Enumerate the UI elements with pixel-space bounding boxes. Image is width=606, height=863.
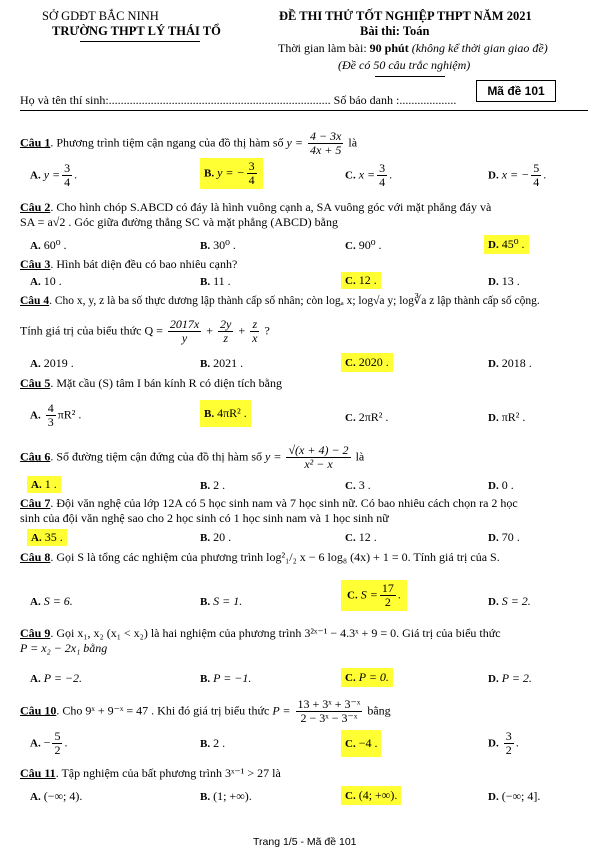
fraction-denominator: 4 <box>533 175 540 189</box>
option-label: C. <box>345 738 356 750</box>
q2-option-a[interactable] <box>30 238 67 253</box>
option-lhs: − <box>43 735 51 750</box>
question-8 <box>20 550 592 565</box>
option-text: πR² . <box>501 410 526 424</box>
term-3-fraction <box>250 318 259 345</box>
question-number: Câu 4 <box>20 295 50 307</box>
option-fraction <box>52 730 62 757</box>
question-text: . Hình bát diện đều có bao nhiêu cạnh? <box>50 257 238 271</box>
question-text: . Phương trình tiệm cận ngang của đồ thị hàm số <box>50 135 287 150</box>
option-text: 0 . <box>501 478 514 492</box>
q1-option-c[interactable] <box>345 162 392 189</box>
fraction-denominator: 2 <box>380 595 396 609</box>
time-note: (không kể thời gian giao đề) <box>408 41 548 55</box>
option-text: 2020 . <box>358 355 389 369</box>
q9-option-d[interactable] <box>488 671 532 686</box>
q5-option-a[interactable] <box>30 402 81 429</box>
option-label: C. <box>345 240 356 252</box>
q6-option-c[interactable] <box>345 478 371 493</box>
header-bottom-rule <box>20 110 588 111</box>
option-label: A. <box>30 596 41 608</box>
q6-option-d[interactable] <box>488 478 514 493</box>
option-end: . <box>389 167 393 182</box>
expression-end: ? <box>261 323 270 338</box>
option-label: C. <box>345 480 356 492</box>
department-name: SỞ GDĐT BẮC NINH <box>42 9 159 23</box>
fraction-numerator: 2017x <box>169 317 200 331</box>
fraction-denominator: x <box>252 331 258 345</box>
option-text: P = 0. <box>358 670 389 684</box>
q7-option-a[interactable] <box>27 529 67 546</box>
option-text: (−∞; 4). <box>43 789 83 803</box>
question-2 <box>20 200 592 230</box>
option-lhs: y = − <box>217 165 245 180</box>
option-label: A. <box>31 532 42 544</box>
q5-option-c[interactable] <box>345 410 388 425</box>
option-fraction <box>247 160 257 187</box>
q3-option-c[interactable] <box>341 272 381 289</box>
q3-option-d[interactable] <box>488 274 520 289</box>
header-divider-right <box>375 76 445 77</box>
option-label: C. <box>345 672 356 684</box>
q11-option-b[interactable] <box>200 789 252 804</box>
fraction-numerator: 3 <box>64 161 71 175</box>
q1-option-a[interactable] <box>30 162 77 189</box>
option-text: 1 . <box>44 477 57 491</box>
option-label: C. <box>345 532 356 544</box>
option-fraction <box>62 162 72 189</box>
q5-option-b[interactable] <box>200 400 251 427</box>
option-label: C. <box>345 169 356 182</box>
question-text-line1: . Cho x, y, z là ba số thực dương lập thành cấp số nhân; còn logₐ x; log√a y; log∛a z lập thành cấp số cộng. <box>49 295 540 307</box>
exam-subject: Bài thi: Toán <box>360 24 430 38</box>
option-text: 2019 . <box>43 356 74 370</box>
question-3 <box>20 257 592 272</box>
option-text: 3 . <box>358 478 371 492</box>
option-label: D. <box>488 480 499 492</box>
question-tail: là <box>345 135 358 150</box>
q10-option-c[interactable] <box>341 730 381 757</box>
q11-option-d[interactable] <box>488 789 540 804</box>
option-lhs: S = <box>360 587 378 602</box>
option-text: 12 . <box>358 273 377 287</box>
fraction-denominator: x² − x <box>286 457 350 471</box>
expression-prefix: Tính giá trị của biểu thức Q = <box>20 323 163 338</box>
exam-time <box>278 41 548 56</box>
q4-option-d[interactable] <box>488 356 532 371</box>
q6-option-a[interactable] <box>27 476 61 493</box>
option-fraction <box>531 162 541 189</box>
function-fraction <box>296 698 363 725</box>
option-text: (4; +∞). <box>358 788 398 802</box>
q10-option-a[interactable] <box>30 730 67 757</box>
option-label: B. <box>200 240 211 252</box>
fraction-denominator: 4x + 5 <box>309 143 342 157</box>
term-2-fraction <box>218 318 233 345</box>
q3-option-a[interactable] <box>30 274 62 289</box>
option-label: C. <box>345 790 356 802</box>
fraction-numerator: 3 <box>248 159 255 173</box>
option-lhs: x = <box>358 167 376 182</box>
question-text: . Tập nghiệm của bất phương trình 3ˣ⁻¹ > 27 là <box>55 766 281 780</box>
q8-option-b[interactable] <box>200 594 242 609</box>
header-divider-left <box>80 41 200 42</box>
option-label: C. <box>345 275 356 287</box>
option-label: D. <box>488 737 499 750</box>
function-lhs: y = <box>265 449 282 464</box>
question-number: Câu 8 <box>20 550 51 564</box>
option-text: 2021 . <box>213 356 244 370</box>
fraction-numerator: √(x + 4) − 2 <box>288 443 349 457</box>
question-number: Câu 2 <box>20 200 51 214</box>
fraction-numerator: 3 <box>505 729 512 743</box>
option-label: B. <box>200 673 211 685</box>
question-11 <box>20 766 592 781</box>
time-prefix: Thời gian làm bài: <box>278 41 370 55</box>
option-text: 70 . <box>501 530 520 544</box>
question-tail: là <box>352 449 365 464</box>
question-number: Câu 9 <box>20 626 51 640</box>
q9-option-b[interactable] <box>200 671 251 686</box>
q11-option-c[interactable] <box>341 786 401 805</box>
option-text: 35 . <box>44 530 63 544</box>
option-label: B. <box>200 532 211 544</box>
option-fraction <box>504 730 514 757</box>
q11-option-a[interactable] <box>30 789 82 804</box>
fraction-numerator: 3 <box>379 161 386 175</box>
option-label: C. <box>345 412 356 424</box>
option-text: −4 . <box>358 736 378 750</box>
exam-title: ĐỀ THI THỬ TỐT NGHIỆP THPT NĂM 2021 <box>279 9 532 23</box>
question-4 <box>20 294 592 309</box>
fraction-numerator: 5 <box>54 729 61 743</box>
question-text: . Cho 9ˣ + 9⁻ˣ = 47 . Khi đó giá trị biểu thức <box>56 703 273 718</box>
question-text-line2: sinh của đội văn nghệ sao cho 2 học sinh có 1 học sinh nam và 1 học sinh nữ <box>20 511 389 525</box>
option-text: S = 2. <box>501 594 531 608</box>
option-after: πR² . <box>57 407 82 422</box>
option-end: . <box>74 167 78 182</box>
q10-option-b[interactable] <box>200 736 225 751</box>
option-label: B. <box>200 596 211 608</box>
question-number: Câu 11 <box>20 766 56 780</box>
candidate-info-line: Họ và tên thí sinh:.......................................................................... Số báo danh :................... <box>20 93 457 107</box>
q8-option-c[interactable] <box>341 580 407 611</box>
q2-option-c[interactable] <box>345 238 382 253</box>
q3-option-b[interactable] <box>200 274 231 289</box>
question-text: . Gọi S là tổng các nghiệm của phương trình log²₁/₂ x − 6 log₈ (4x) + 1 = 0. Tính giá trị của S. <box>50 550 500 564</box>
fraction-numerator: 4 − 3x <box>309 129 342 143</box>
question-text: . Mặt cầu (S) tâm I bán kính R có diện tích bằng <box>50 376 282 390</box>
q4-option-a[interactable] <box>30 356 74 371</box>
option-label: D. <box>488 239 499 251</box>
option-label: B. <box>200 480 211 492</box>
function-fraction <box>286 444 350 471</box>
question-text-line1: . Gọi x₁, x₂ (x₁ < x₂) là hai nghiệm của phương trình 3²ˣ⁻¹ − 4.3ˣ + 9 = 0. Giá trị của biểu thức <box>50 626 501 640</box>
question-text-line1: . Đội văn nghệ của lớp 12A có 5 học sinh nam và 7 học sinh nữ. Có bao nhiêu cách chọn ra 2 học <box>50 496 518 510</box>
fraction-numerator: 2y <box>220 317 232 331</box>
question-number: Câu 1 <box>20 135 51 150</box>
option-lhs: y = <box>43 167 61 182</box>
q4-option-c[interactable] <box>341 353 393 372</box>
fraction-denominator: 4 <box>379 175 386 189</box>
option-end: . <box>543 167 547 182</box>
function-lhs: P = <box>272 703 291 718</box>
q10-option-d[interactable] <box>488 730 519 757</box>
question-number: Câu 6 <box>20 449 51 464</box>
school-name: TRƯỜNG THPT LÝ THÁI TỔ <box>52 24 221 38</box>
function-fraction <box>308 130 343 157</box>
option-text: 10 . <box>43 274 62 288</box>
fraction-numerator: 17 <box>381 581 394 595</box>
question-text-line2: SA = a√2 . Góc giữa đường thẳng SC và mặt phẳng (ABCD) bằng <box>20 215 339 229</box>
option-text: 13 . <box>501 274 520 288</box>
q6-option-b[interactable] <box>200 478 225 493</box>
option-text: S = 1. <box>213 594 243 608</box>
option-fraction <box>46 402 56 429</box>
q2-option-d[interactable] <box>484 235 529 254</box>
option-fraction <box>377 162 387 189</box>
q9-option-a[interactable] <box>30 671 82 686</box>
exam-code-box: Mã đề 101 <box>476 80 556 102</box>
option-text: 2πR² . <box>358 410 389 424</box>
option-text: (−∞; 4]. <box>501 789 541 803</box>
question-5 <box>20 376 592 391</box>
option-label: B. <box>200 276 211 288</box>
q7-option-d[interactable] <box>488 530 520 545</box>
q5-option-d[interactable] <box>488 410 525 425</box>
option-label: B. <box>200 791 211 803</box>
option-label: B. <box>200 738 211 750</box>
option-text: 2018 . <box>501 356 532 370</box>
fraction-numerator: z <box>252 317 258 331</box>
question-text-line2: P = x₂ − 2x₁ bằng <box>20 641 108 655</box>
option-text: 4πR² . <box>217 406 247 420</box>
option-label: D. <box>488 358 499 370</box>
option-label: D. <box>488 673 499 685</box>
q9-option-c[interactable] <box>341 668 393 687</box>
option-label: A. <box>30 358 41 370</box>
option-label: D. <box>488 169 499 182</box>
q8-option-d[interactable] <box>488 594 531 609</box>
option-label: D. <box>488 596 499 608</box>
option-text: 11 . <box>213 274 231 288</box>
option-label: A. <box>30 737 41 750</box>
option-label: B. <box>204 408 215 420</box>
question-text: . Số đường tiệm cận đứng của đồ thị hàm số <box>50 449 266 464</box>
option-label: C. <box>347 589 358 602</box>
question-9 <box>20 626 592 656</box>
option-label: D. <box>488 276 499 288</box>
option-text: S = 6. <box>43 594 73 608</box>
option-text: 20 . <box>213 530 232 544</box>
option-end: . <box>515 735 519 750</box>
option-label: A. <box>30 791 41 803</box>
function-lhs: y = <box>286 135 303 150</box>
question-6 <box>20 444 592 471</box>
option-text: 90⁰ . <box>358 238 382 252</box>
option-end: . <box>397 587 401 602</box>
option-text: 30⁰ . <box>213 238 236 252</box>
fraction-numerator: 13 + 3ˣ + 3⁻ˣ <box>297 697 361 711</box>
option-label: A. <box>30 276 41 288</box>
page-footer: Trang 1/5 - Mã đề 101 <box>253 836 357 848</box>
question-number: Câu 3 <box>20 257 51 271</box>
option-text: 2 . <box>213 736 226 750</box>
question-10 <box>20 698 592 725</box>
option-label: B. <box>200 358 211 370</box>
option-text: 45⁰ . <box>501 237 525 251</box>
option-text: P = 2. <box>501 671 532 685</box>
option-text: 2 . <box>213 478 226 492</box>
question-number: Câu 5 <box>20 376 51 390</box>
fraction-denominator: 3 <box>47 415 54 429</box>
fraction-denominator: 2 <box>505 743 512 757</box>
option-label: A. <box>30 673 41 685</box>
option-label: A. <box>31 479 42 491</box>
fraction-denominator: z <box>218 331 233 345</box>
option-label: B. <box>204 167 215 180</box>
option-label: A. <box>30 240 41 252</box>
q7-option-c[interactable] <box>345 530 377 545</box>
q2-option-b[interactable] <box>200 238 236 253</box>
option-text: 60⁰ . <box>43 238 67 252</box>
option-end: . <box>64 735 68 750</box>
fraction-numerator: 5 <box>533 161 540 175</box>
option-label: A. <box>30 409 41 422</box>
option-text: P = −2. <box>43 671 83 685</box>
q8-option-a[interactable] <box>30 594 73 609</box>
question-7 <box>20 496 592 526</box>
fraction-denominator: y <box>168 331 201 345</box>
option-label: D. <box>488 791 499 803</box>
option-fraction <box>380 582 396 609</box>
option-label: A. <box>30 169 41 182</box>
fraction-denominator: 2 − 3ˣ − 3⁻ˣ <box>296 711 363 725</box>
option-text: P = −1. <box>213 671 252 685</box>
option-lhs: x = − <box>501 167 530 182</box>
question-text-line1: . Cho hình chóp S.ABCD có đáy là hình vuông cạnh a, SA vuông góc với mặt phẳng đáy và <box>50 200 492 214</box>
time-value: 90 phút <box>369 41 409 55</box>
fraction-numerator: 4 <box>47 401 54 415</box>
question-count-note: (Đề có 50 câu trắc nghiệm) <box>338 58 471 72</box>
option-text: 12 . <box>358 530 377 544</box>
fraction-denominator: 4 <box>64 175 71 189</box>
q4-option-b[interactable] <box>200 356 243 371</box>
question-number: Câu 7 <box>20 496 51 510</box>
question-1 <box>20 130 592 157</box>
option-label: D. <box>488 412 499 424</box>
q1-option-d[interactable] <box>488 162 546 189</box>
question-number: Câu 10 <box>20 703 57 718</box>
q7-option-b[interactable] <box>200 530 231 545</box>
question-4-expression: Tính giá trị của biểu thức Q = $\frac{2017x}{y}$ + $\frac{2y}{z}$ + $\frac{z}{x}$ ? <box>20 317 270 345</box>
question-tail: bằng <box>364 703 391 718</box>
term-1-fraction <box>168 318 201 345</box>
option-text: (1; +∞). <box>213 789 252 803</box>
option-label: D. <box>488 532 499 544</box>
fraction-denominator: 2 <box>54 743 61 757</box>
option-label: C. <box>345 357 356 369</box>
q1-option-b[interactable] <box>200 158 263 189</box>
fraction-denominator: 4 <box>248 173 255 187</box>
